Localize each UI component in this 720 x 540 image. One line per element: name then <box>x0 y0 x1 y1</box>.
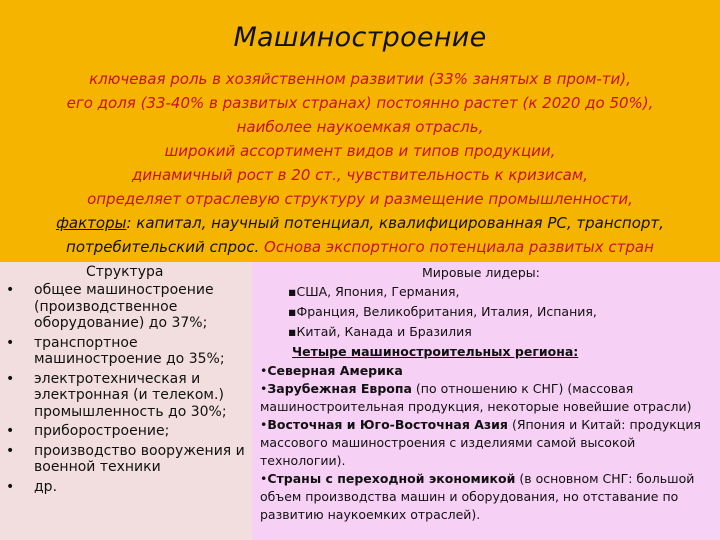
region-item: •Зарубежная Европа (по отношению к СНГ) (массовая машиностроительная продукция, некоторые новейшие отрасли) <box>260 381 692 414</box>
leaders-country-line: ▪Китай, Канада и Бразилия <box>288 324 472 339</box>
region-item: •Восточная и Юго-Восточная Азия (Япония и Китай: продукция массового машиностроения с изделиями самой высокой технологии). <box>260 417 701 468</box>
header-line-6: определяет отраслевую структуру и размещение промышленности, <box>87 190 633 208</box>
bullet-icon: • <box>6 370 15 387</box>
bullet-icon: • <box>6 282 15 298</box>
bullet-icon: • <box>6 478 15 495</box>
bullet-icon: • <box>6 442 15 459</box>
leaders-country-line: ▪Франция, Великобритания, Италия, Испания, <box>288 304 597 319</box>
consumer-demand-text: потребительский спрос. <box>66 238 265 256</box>
leaders-panel <box>252 262 720 540</box>
leaders-heading: Мировые лидеры: <box>422 265 540 280</box>
header-line-3: наиболее наукоемкая отрасль, <box>236 118 484 136</box>
list-item: • производство вооружения и военной техники <box>6 442 245 475</box>
bullet-icon: • <box>6 334 15 351</box>
list-item: • приборостроение; <box>6 423 170 439</box>
bullet-icon: • <box>6 423 15 439</box>
regions-heading: Четыре машиностроительных региона: <box>292 344 579 359</box>
list-item: • транспортное машиностроение до 35%; <box>6 334 225 367</box>
regions-list <box>260 362 715 524</box>
header-line-7 <box>0 212 720 234</box>
header-line-1: ключевая роль в хозяйственном развитии (33% занятых в пром-ти), <box>89 70 631 88</box>
page-title: Машиностроение <box>233 22 487 53</box>
structure-heading: Структура <box>86 264 164 280</box>
list-item: • электротехническая и электронная (и телеком.) промышленность до 30%; <box>6 370 227 420</box>
factors-label: факторы <box>56 214 127 232</box>
region-item: •Страны с переходной экономикой (в основном СНГ: большой объем производства машин и оборудования, но отставание по развитию наукоемких отраслей). <box>260 471 695 522</box>
structure-list <box>0 282 250 498</box>
header-line-5: динамичный рост в 20 ст., чувствительность к кризисам, <box>132 166 588 184</box>
header-line-4: широкий ассортимент видов и типов продукции, <box>164 142 556 160</box>
export-potential-text: Основа экспортного потенциала развитых стран <box>264 238 654 256</box>
header-line-2: его доля (33-40% в развитых странах) постоянно растет (к 2020 до 50%), <box>66 94 654 112</box>
header-panel <box>0 0 720 262</box>
list-item: • общее машиностроение (производственное оборудование) до 37%; <box>6 282 214 331</box>
list-item: • др. <box>6 478 58 495</box>
region-item: •Северная Америка <box>260 363 403 378</box>
structure-panel <box>0 262 252 540</box>
header-line-8 <box>0 236 720 258</box>
factors-text: : капитал, научный потенциал, квалифицированная РС, транспорт, <box>126 214 664 232</box>
leaders-country-line: ▪США, Япония, Германия, <box>288 284 460 299</box>
